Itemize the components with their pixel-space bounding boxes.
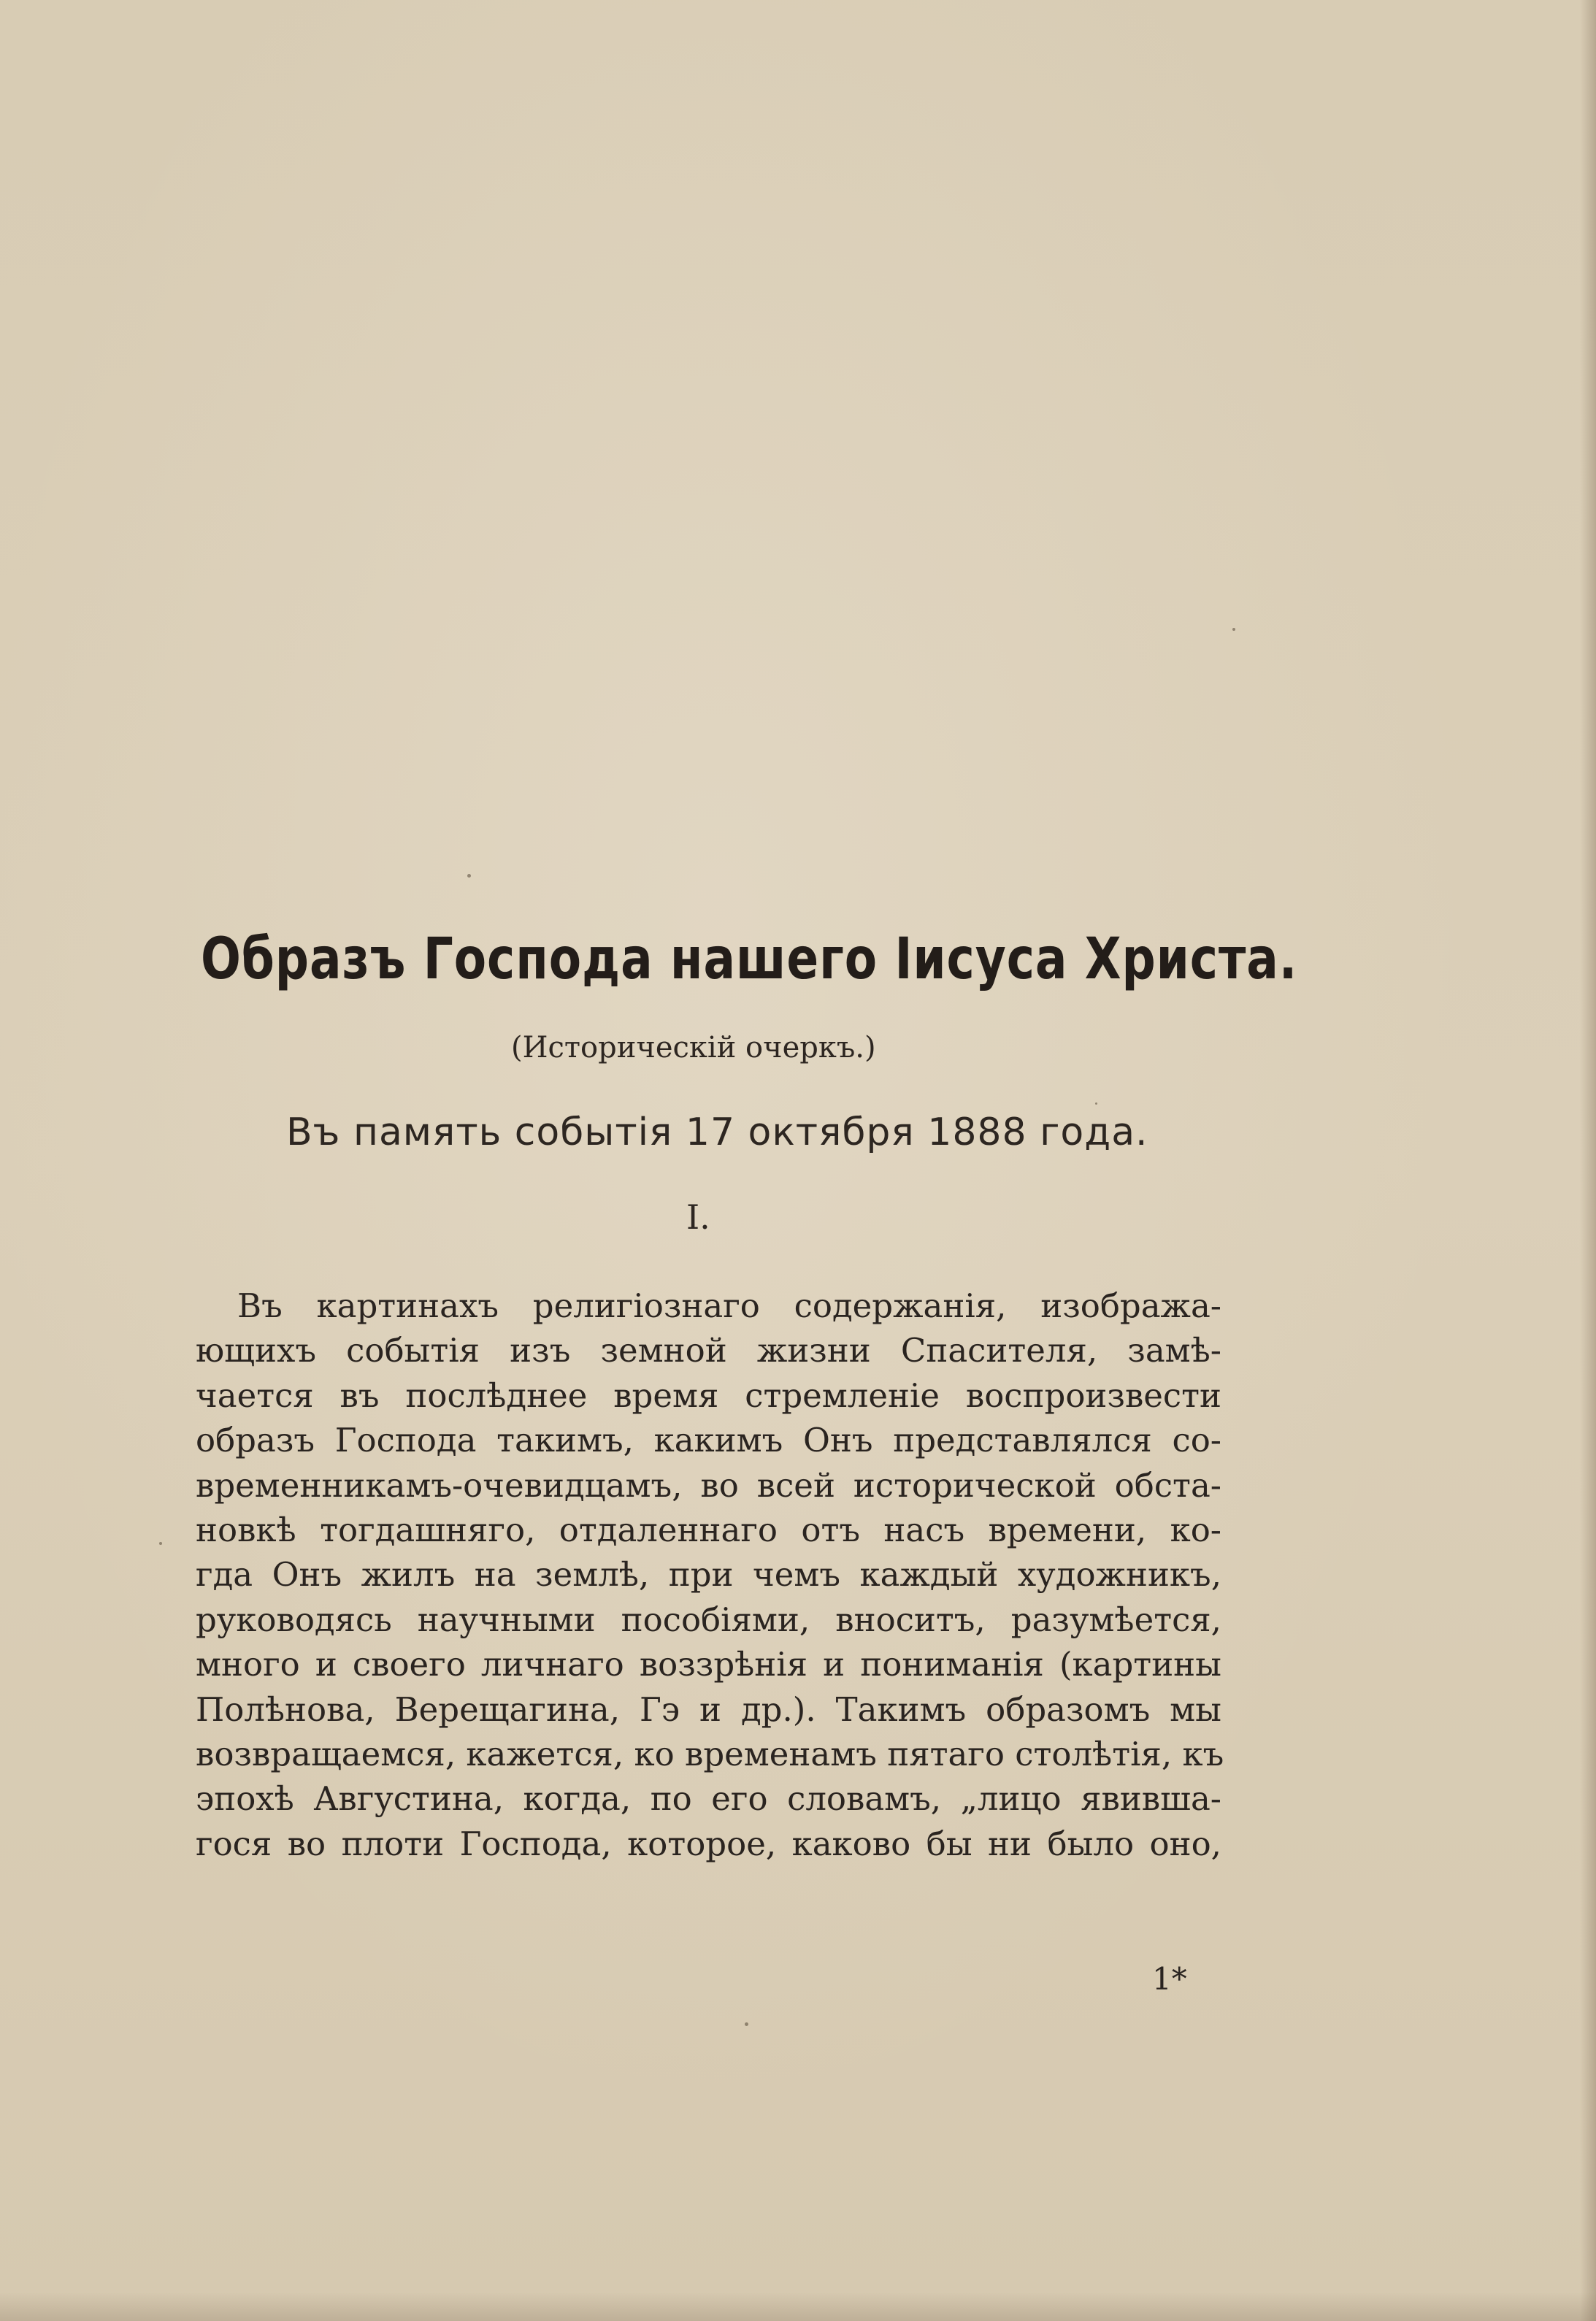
paper-speck: [745, 2022, 748, 2026]
text-line: образъ Господа такимъ, какимъ Онъ представлялся со-: [196, 1421, 1221, 1460]
text-line: чается въ послѣднее время стремленіе воспроизвести: [196, 1376, 1221, 1415]
text-line: руководясь научными пособіями, вноситъ, разумѣется,: [196, 1600, 1221, 1639]
body-paragraph: [196, 1284, 1224, 1866]
paper-speck: [467, 874, 471, 878]
paper-speck: [159, 1542, 162, 1545]
text-line: гося во плоти Господа, которое, каково бы ни было оно,: [196, 1824, 1221, 1863]
text-line: возвращаемся, кажется, ко временамъ пятаго столѣтія, къ: [196, 1734, 1224, 1773]
text-line: гда Онъ жилъ на землѣ, при чемъ каждый художникъ,: [196, 1555, 1221, 1595]
text-line: ющихъ событія изъ земной жизни Спасителя, замѣ-: [196, 1331, 1221, 1370]
page-subtitle: (Историческій очеркъ.): [511, 1031, 876, 1064]
text-line: новкѣ тогдашняго, отдаленнаго отъ насъ времени, ко-: [196, 1510, 1221, 1549]
page-edge-shadow: [1580, 0, 1596, 2321]
text-line: Въ картинахъ религіознаго содержанія, изобража-: [237, 1286, 1221, 1325]
paper-speck: [1095, 1102, 1097, 1105]
text-line: временникамъ-очевидцамъ, во всей исторической обста-: [196, 1465, 1221, 1505]
signature-mark: 1*: [1152, 1961, 1187, 1997]
section-number: I.: [686, 1197, 710, 1237]
text-line: эпохѣ Августина, когда, по его словамъ, „лицо явивша-: [196, 1779, 1221, 1819]
page-bottom-shadow: [0, 2292, 1596, 2321]
page-title: Образъ Господа нашего Іисуса Христа.: [201, 927, 1298, 992]
text-line: Полѣнова, Верещагина, Гэ и др.). Такимъ образомъ мы: [196, 1689, 1221, 1729]
text-line: много и своего личнаго воззрѣнія и пониманія (картины: [196, 1645, 1221, 1684]
paper-speck: [1232, 628, 1235, 631]
dedication-line: Въ память событія 17 октября 1888 года.: [286, 1110, 1148, 1154]
